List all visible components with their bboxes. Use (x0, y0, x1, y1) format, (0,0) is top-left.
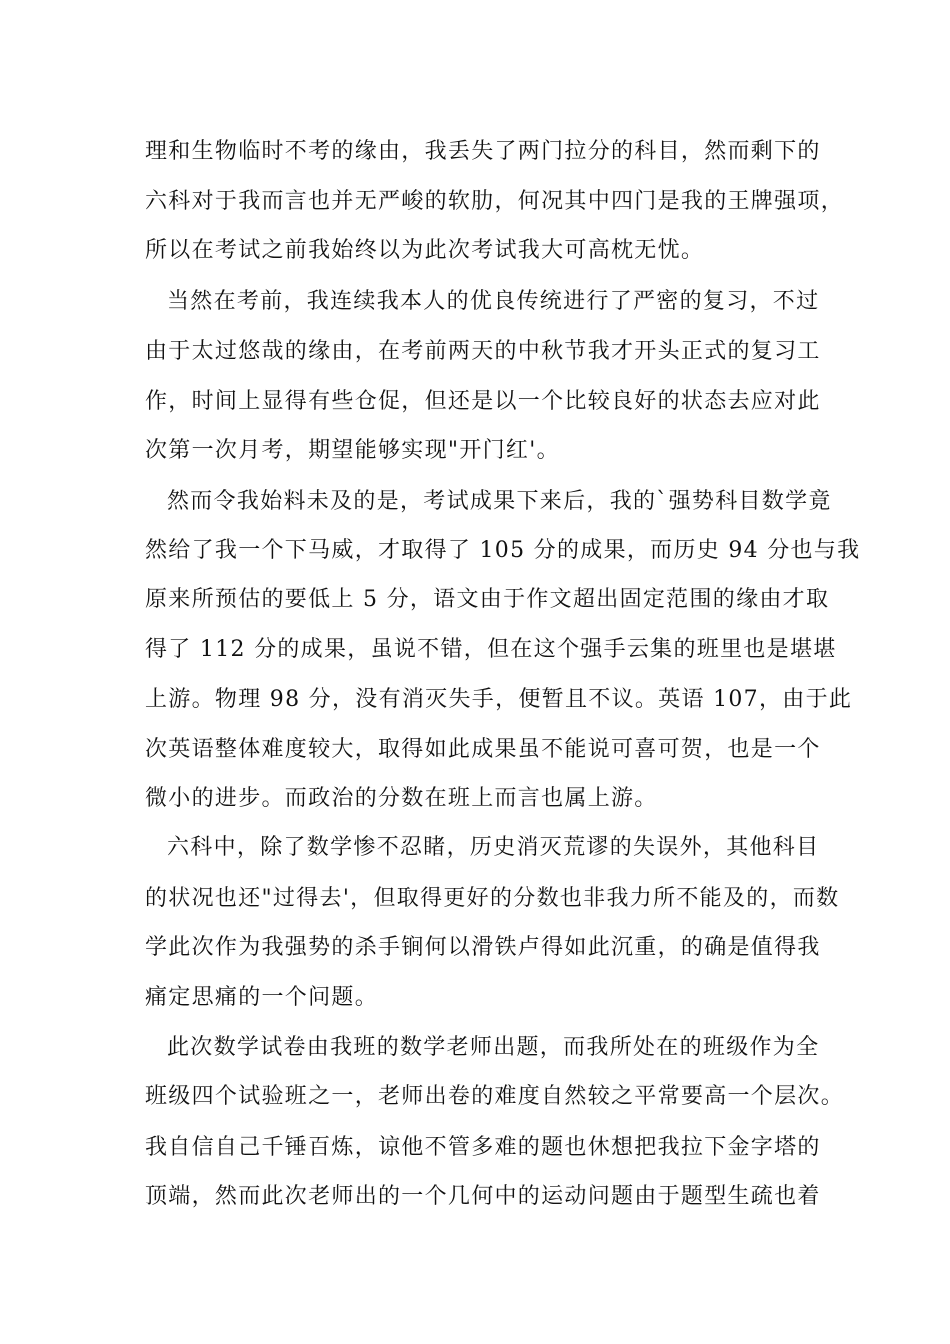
paragraph-first-line: 此次数学试卷由我班的数学老师出题，而我所处在的班级作为全 (167, 1035, 820, 1060)
text-line: 理和生物临时不考的缘由，我丢失了两门拉分的科目，然而剩下的 (145, 139, 821, 164)
text-line: 顶端，然而此次老师出的一个几何中的运动问题由于题型生疏也着 (145, 1184, 821, 1209)
text-line: 得了 112 分的成果，虽说不错，但在这个强手云集的班里也是堪堪 (145, 637, 837, 662)
text-line: 学此次作为我强势的杀手锏何以滑铁卢得如此沉重，的确是值得我 (145, 935, 821, 960)
text-line: 由于太过悠哉的缘由，在考前两天的中秋节我才开头正式的复习工 (145, 339, 821, 364)
text-line: 所以在考试之前我始终以为此次考试我大可高枕无忧。 (145, 238, 705, 263)
paragraph-first-line: 然而令我始料未及的是，考试成果下来后，我的`强势科目数学竟 (167, 489, 832, 514)
text-line: 班级四个试验班之一，老师出卷的难度自然较之平常要高一个层次。 (145, 1084, 845, 1109)
text-line: 作，时间上显得有些仓促，但还是以一个比较良好的状态去应对此 (145, 389, 821, 414)
text-line: 次英语整体难度较大，取得如此成果虽不能说可喜可贺，也是一个 (145, 737, 821, 762)
text-line: 然给了我一个下马威，才取得了 105 分的成果，而历史 94 分也与我 (145, 538, 861, 563)
paragraph-first-line: 六科中，除了数学惨不忍睹，历史消灭荒谬的失误外，其他科目 (167, 835, 820, 860)
text-line: 六科对于我而言也并无严峻的软肋，何况其中四门是我的王牌强项， (145, 189, 845, 214)
text-line: 的状况也还"过得去'，但取得更好的分数也非我力所不能及的，而数 (145, 886, 840, 911)
text-line: 次第一次月考，期望能够实现"开门红'。 (145, 438, 560, 463)
paragraph-first-line: 当然在考前，我连续我本人的优良传统进行了严密的复习，不过 (167, 289, 820, 314)
text-line: 原来所预估的要低上 5 分，语文由于作文超出固定范围的缘由才取 (145, 587, 830, 612)
text-line: 痛定思痛的一个问题。 (145, 985, 379, 1010)
text-line: 上游。物理 98 分，没有消灭失手，便暂且不议。英语 107，由于此 (145, 687, 853, 712)
text-line: 我自信自己千锤百炼，谅他不管多难的题也休想把我拉下金字塔的 (145, 1135, 821, 1160)
text-line: 微小的进步。而政治的分数在班上而言也属上游。 (145, 786, 658, 811)
